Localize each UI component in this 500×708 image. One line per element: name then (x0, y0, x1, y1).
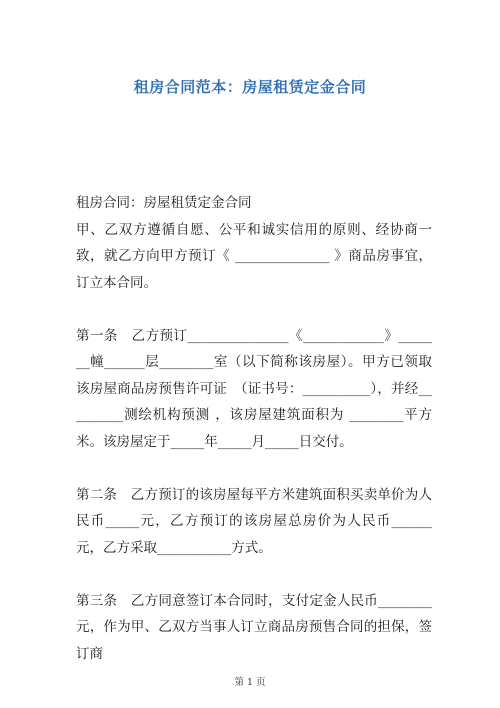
document-title: 租房合同范本：房屋租赁定金合同 (133, 78, 367, 96)
paragraph-spacer (76, 561, 432, 588)
document-body (76, 190, 432, 667)
paragraph-spacer (76, 296, 432, 323)
paragraph-article-3: 第三条 乙方同意签订本合同时，支付定金人民币________元，作为甲、乙双方当事人订立商品房预售合同的担保，签订商 (76, 592, 432, 662)
paragraph-heading: 租房合同：房屋租赁定金合同 (76, 195, 252, 211)
paragraph-spacer (76, 455, 432, 482)
paragraph-preamble: 甲、乙双方遵循自愿、公平和诚实信用的原则、经协商一致，就乙方向甲方预订《 ______________ 》商品房事宜，订立本合同。 (76, 221, 432, 291)
paragraph-article-2: 第二条 乙方预订的该房屋每平方米建筑面积买卖单价为人民币_____元，乙方预订的该房屋总房价为人民币______元，乙方采取___________方式。 (76, 486, 432, 556)
paragraph-article-1: 第一条 乙方预订_______________《____________》_______幢______层________室（以下简称该房屋）。甲方已领取该房屋商品房预售许可证 （证书号：__________），并经_________测绘机构预测 ，该房屋建筑面积为 ________平方米。该房屋定于_____年_____月_____日交付。 (76, 327, 432, 450)
page-number: 第 1 页 (234, 677, 266, 688)
